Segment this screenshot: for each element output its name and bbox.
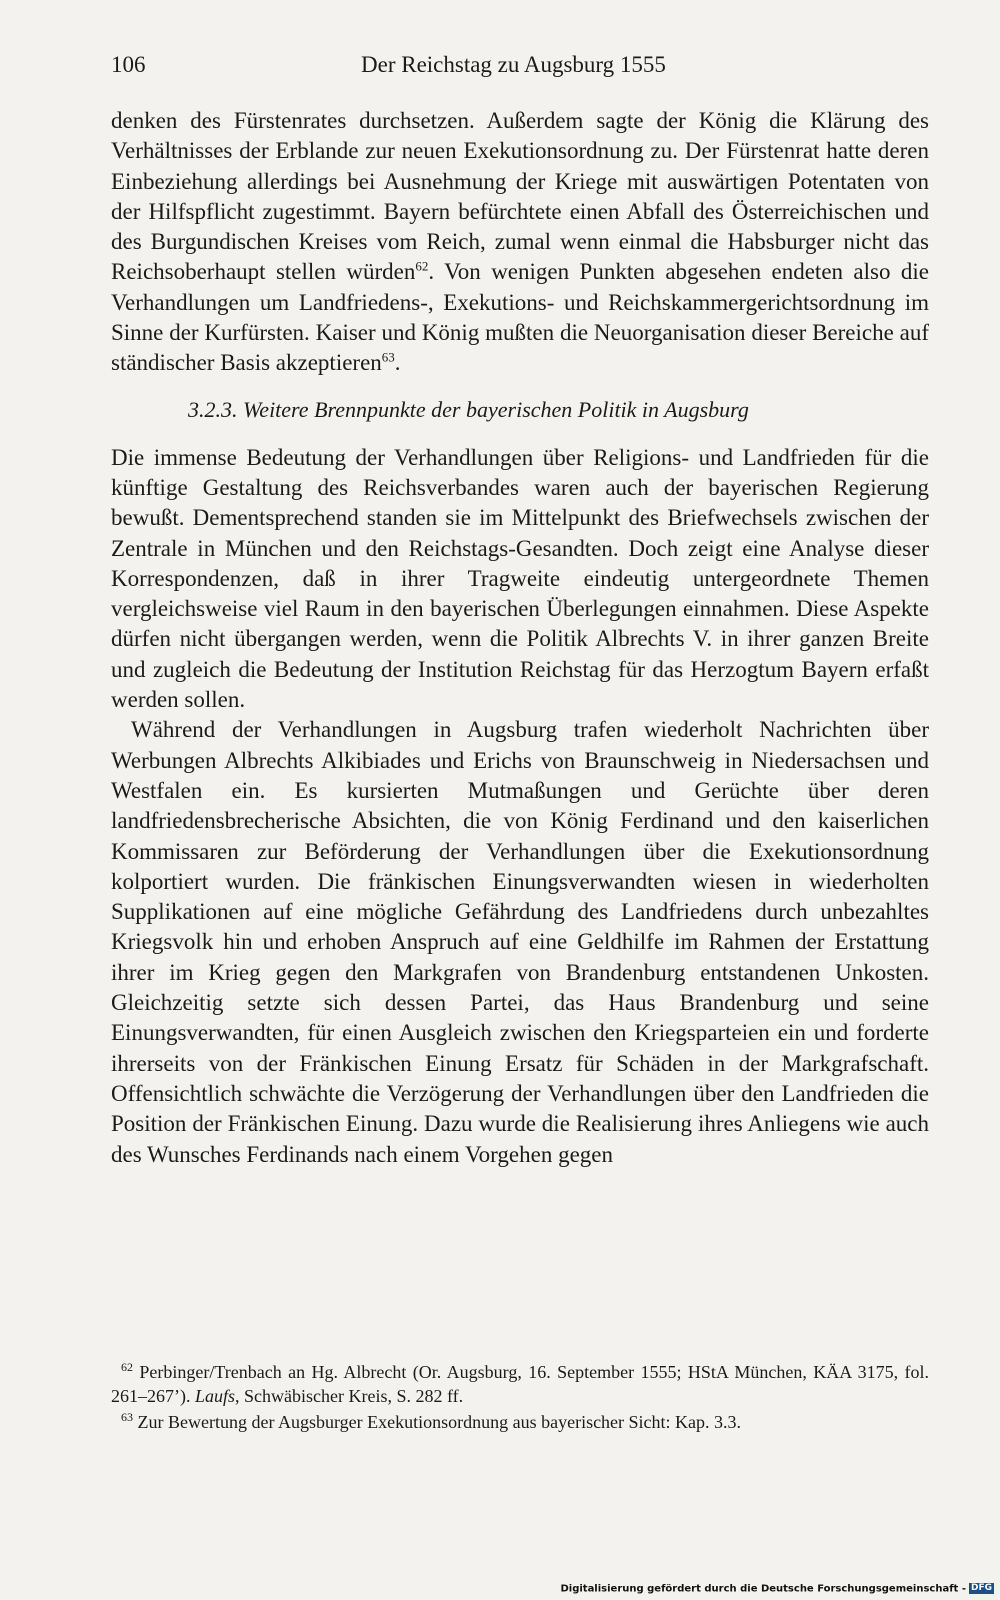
credit-text: Digitalisierung gefördert durch die Deutsche Forschungsgemeinschaft - xyxy=(560,1583,966,1595)
section-heading: 3.2.3. Weitere Brennpunkte der bayerischen Politik in Augsburg xyxy=(188,396,749,422)
paragraph-text: . Von wenigen Punkten abgesehen endeten also die Verhandlungen um Landfriedens-, Exekutions- und Reichskammergerichtsordnung im Sinne der Kurfürsten. Kaiser und König mußten die Neuorganisation dieser Bereiche auf ständischer Basis akzeptieren xyxy=(111,259,929,376)
footnote-mark: 63 xyxy=(121,1410,133,1424)
dfg-logo: DFG xyxy=(970,1583,992,1593)
paragraph-text: . xyxy=(394,350,401,376)
page-number: 106 xyxy=(111,52,146,77)
paragraph: Die immense Bedeutung der Verhandlungen über Religions- und Landfrieden für die künftige Gestaltung des Reichsverbandes waren auch der bayerischen Regierung bewußt. Dementsprechend standen sie im Mittelpunkt des Briefwechsels zwischen der Zentrale in München und den Reichstags-Gesandten. Doch zeigt eine Analyse dieser Korrespondenzen, daß in ihrer Tragweite eindeutig untergeordnete Themen vergleichsweise viel Raum in den bayerischen Überlegungen einnahmen. Diese Aspekte dürfen nicht übergangen werden, wenn die Politik Albrechts V. in ihrer ganzen Breite und zugleich die Bedeutung der Institution Reichstag für das Herzogtum Bayern erfaßt werden sollen. xyxy=(111,444,929,713)
footnote-mark: 62 xyxy=(121,1360,133,1374)
footnotes xyxy=(111,1360,929,1436)
footnote-text: Zur Bewertung der Augsburger Exekutionsordnung aus bayerischer Sicht: Kap. 3.3. xyxy=(137,1412,742,1432)
paragraph: Während der Verhandlungen in Augsburg trafen wiederholt Nachrichten über Werbungen Albrechts Alkibiades und Erichs von Braunschweig in Niedersachsen und Westfalen ein. Es kursierten Mutmaßungen und Gerüchte über deren landfriedensbrecherische Absichten, die von König Ferdinand und den kaiserlichen Kommissaren zur Beförderung der Verhandlungen über die Exekutionsordnung kolportiert wurden. Die fränkischen Einungsverwandten wiesen in wiederholten Supplikationen auf eine mögliche Gefährdung des Landfriedens durch unbezahltes Kriegsvolk hin und erhoben Anspruch auf eine Geldhilfe im Rahmen der Erstattung ihrer im Krieg gegen den Markgrafen von Brandenburg entstandenen Unkosten. Gleichzeitig setzte sich dessen Partei, das Haus Brandenburg und seine Einungsverwandten, für einen Ausgleich zwischen den Kriegsparteien ein und forderte ihrerseits von der Fränkischen Einung Ersatz für Schäden in der Markgrafschaft. Offensichtlich schwächte die Verzögerung der Verhandlungen über den Landfrieden die Position der Fränkischen Einung. Dazu wurde die Realisierung ihres Anliegens wie auch des Wunsches Ferdinands nach einem Vorgehen gegen xyxy=(111,717,929,1167)
paragraph-text: denken des Fürstenrates durchsetzen. Außerdem sagte der König die Klärung des Verhältnisses der Erblande zur neuen Exekutionsordnung zu. Der Fürstenrat hatte deren Einbeziehung allerdings bei Ausnehmung der Kriege mit auswärtigen Potentaten von der Hilfspflicht zugestimmt. Bayern befürchtete einen Abfall des Österreichischen und des Burgundischen Kreises vom Reich, zumal wenn einmal die Habsburger nicht das Reichsoberhaupt stellen würden xyxy=(111,108,929,285)
paragraph-continued xyxy=(111,106,929,379)
footnote-text: , Schwäbischer Kreis, S. 282 ff. xyxy=(235,1386,464,1406)
running-title: Der Reichstag zu Augsburg 1555 xyxy=(361,52,666,77)
footnote-62 xyxy=(111,1360,929,1408)
page-header xyxy=(111,50,911,84)
footnote-63 xyxy=(111,1410,929,1434)
footnote-text: Perbinger/Trenbach an Hg. Albrecht (Or. Augsburg, 16. September 1555; HStA München, KÄA 3175, fol. 261–267’). xyxy=(111,1362,930,1406)
main-text xyxy=(111,106,929,1170)
footnote-ref-63[interactable]: 63 xyxy=(381,349,395,365)
footnote-ref-62[interactable]: 62 xyxy=(415,258,429,274)
footnote-author: Laufs xyxy=(195,1386,236,1406)
digitization-credit xyxy=(560,1583,994,1596)
